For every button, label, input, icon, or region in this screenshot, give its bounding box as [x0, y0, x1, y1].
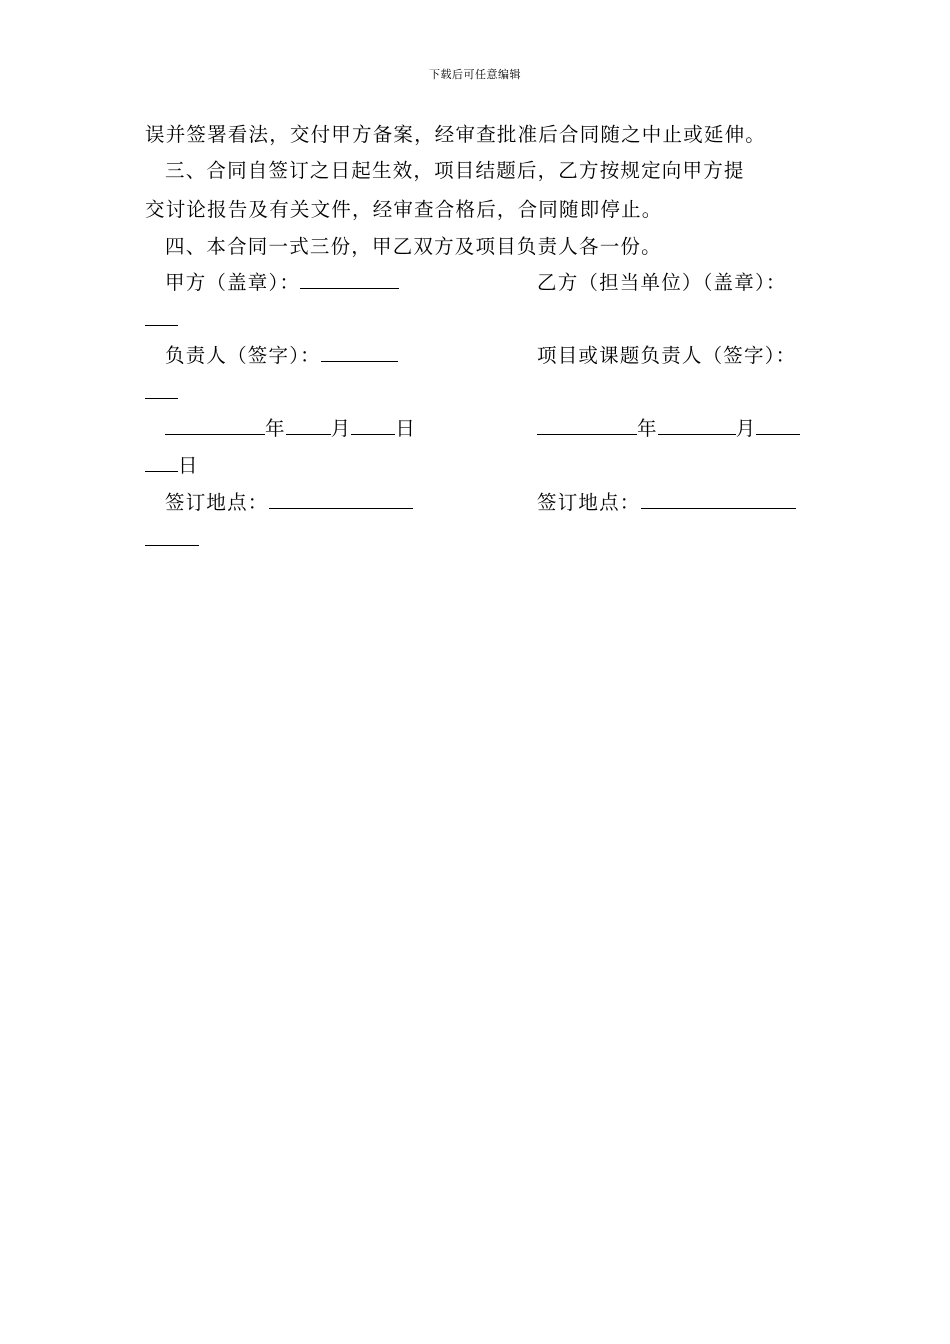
paragraph-line-3: 交讨论报告及有关文件，经审查合格后，合同随即停止。 — [145, 198, 663, 221]
party-a-place-row — [165, 490, 413, 516]
party-b-place-row — [537, 490, 796, 516]
party-b-person-label: 项目或课题负责人（签字）： — [537, 344, 797, 367]
page-header: 下载后可任意编辑 — [429, 68, 521, 81]
party-b-person-row — [537, 343, 796, 369]
party-a-person-blank — [321, 343, 398, 362]
party-b-date-row — [537, 416, 800, 442]
party-a-seal-row — [165, 270, 399, 296]
party-a-year-blank — [165, 416, 265, 435]
party-b-person-blank — [145, 380, 178, 399]
paragraph-line-1: 误并签署看法，交付甲方备案，经审查批准后合同随之中止或延伸。 — [145, 123, 767, 146]
party-b-person-continuation — [145, 380, 178, 406]
paragraph-line-4: 四、本合同一式三份，甲乙双方及项目负责人各一份。 — [165, 235, 662, 258]
party-a-person-row — [165, 343, 398, 369]
party-a-place-blank — [269, 490, 413, 509]
party-a-seal-label: 甲方（盖章）： — [165, 271, 301, 294]
party-a-person-label: 负责人（签字）： — [165, 344, 321, 367]
party-b-seal-label: 乙方（担当单位）（盖章）： — [537, 271, 787, 294]
party-b-day-blank-part — [756, 416, 800, 435]
party-b-day-label: 日 — [178, 454, 199, 477]
party-a-day-label: 日 — [395, 417, 417, 440]
party-b-place-continuation — [145, 527, 199, 553]
party-b-day-blank — [145, 453, 178, 472]
party-a-seal-blank — [300, 270, 399, 289]
party-a-month-label: 月 — [330, 417, 352, 440]
party-a-day-blank — [351, 416, 395, 435]
party-a-date-row — [165, 416, 416, 442]
party-a-year-label: 年 — [265, 417, 286, 440]
party-a-place-label: 签订地点： — [165, 491, 269, 514]
party-b-month-blank — [658, 416, 736, 435]
party-b-seal-row — [537, 270, 787, 296]
party-b-month-label: 月 — [735, 417, 757, 440]
party-b-seal-blank — [145, 307, 178, 326]
party-b-date-continuation — [145, 453, 199, 479]
party-b-year-blank — [537, 416, 637, 435]
party-b-place-blank-cont — [145, 527, 199, 546]
party-a-month-blank — [286, 416, 331, 435]
paragraph-line-2: 三、合同自签订之日起生效，项目结题后，乙方按规定向甲方提 — [165, 159, 745, 182]
party-b-seal-continuation — [145, 307, 178, 333]
party-b-year-label: 年 — [637, 417, 658, 440]
party-b-place-label: 签订地点： — [537, 491, 641, 514]
party-b-place-blank — [641, 490, 796, 509]
